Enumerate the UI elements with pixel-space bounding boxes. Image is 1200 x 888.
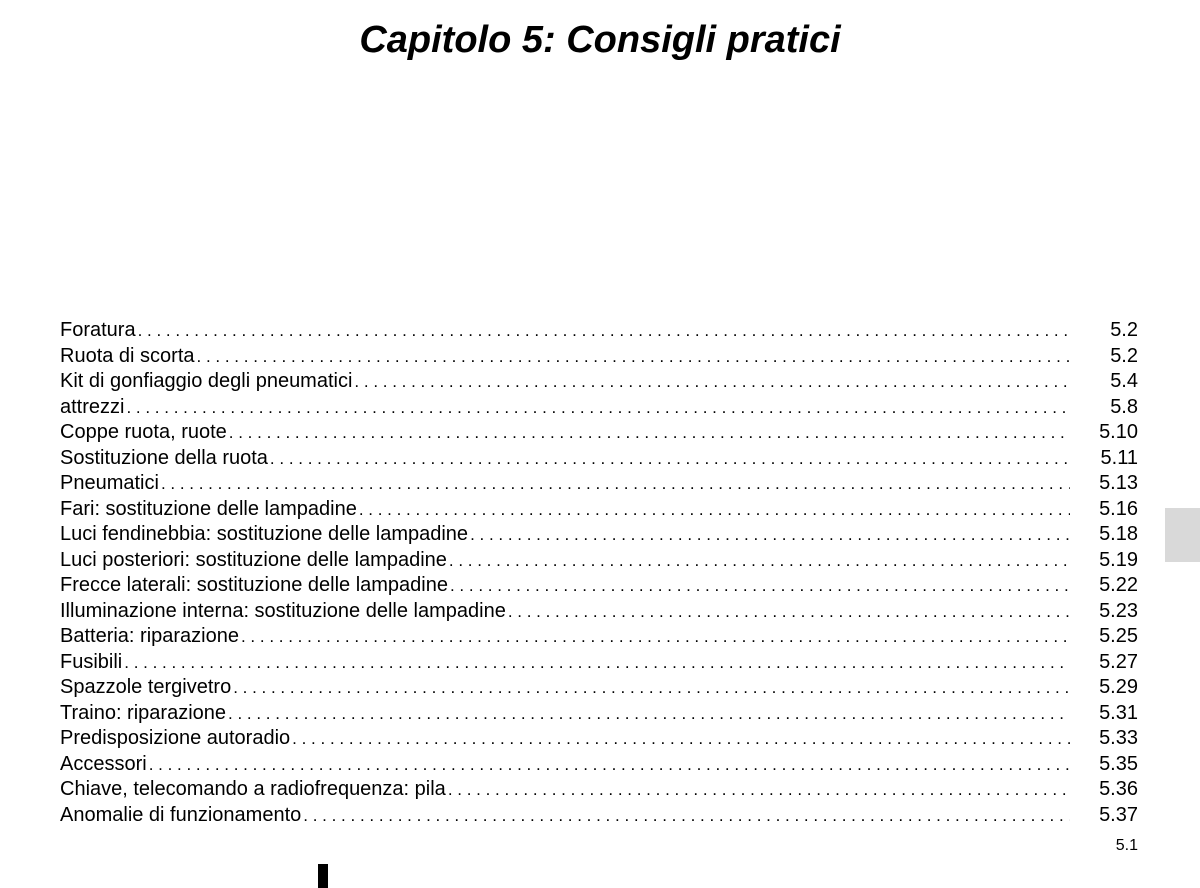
toc-entry-ruota-di-scorta[interactable] — [60, 344, 1138, 370]
dot-leader — [470, 522, 1070, 548]
toc-entry-page: 5.4 — [1110, 370, 1138, 392]
toc-entry-page: 5.2 — [1110, 344, 1138, 367]
toc-entry-label: Batteria: riparazione — [60, 625, 239, 647]
dot-leader — [149, 752, 1070, 778]
dot-leader — [448, 777, 1070, 803]
toc-entry-frecce-laterali[interactable] — [60, 573, 1138, 599]
toc-entry-page: 5.22 — [1099, 574, 1138, 596]
toc-entry-sostituzione-della-ruota[interactable] — [60, 446, 1138, 472]
toc-entry-label: Sostituzione della ruota — [60, 446, 268, 469]
chapter-side-tab — [1165, 508, 1200, 562]
dot-leader — [126, 395, 1070, 421]
toc-entry-label: Chiave, telecomando a radiofrequenza: pila — [60, 778, 446, 800]
toc-entry-label: Fusibili — [60, 650, 123, 673]
toc-entry-coppe-ruota[interactable] — [60, 420, 1138, 446]
toc-entry-page: 5.23 — [1099, 599, 1138, 622]
toc-entry-page: 5.19 — [1099, 548, 1138, 571]
toc-entry-label: Luci posteriori: sostituzione delle lampadine — [60, 548, 447, 571]
dot-leader — [197, 344, 1070, 370]
toc-entry-illuminazione-interna[interactable] — [60, 599, 1138, 625]
toc-entry-label: Ruota di scorta — [60, 344, 195, 367]
toc-entry-chiave-telecomando[interactable] — [60, 777, 1138, 803]
toc-entry-label: Foratura — [60, 319, 136, 341]
toc-entry-batteria[interactable] — [60, 624, 1138, 650]
toc-entry-label: Predisposizione autoradio — [60, 727, 291, 749]
toc-entry-page: 5.13 — [1099, 472, 1138, 494]
toc-entry-label: Accessori — [60, 752, 147, 775]
toc-entry-page: 5.29 — [1099, 676, 1138, 698]
dot-leader — [359, 497, 1070, 523]
dot-leader — [303, 803, 1070, 829]
toc-entry-page: 5.37 — [1099, 803, 1138, 826]
toc-entry-attrezzi[interactable] — [60, 395, 1138, 421]
toc-entry-page: 5.18 — [1099, 523, 1138, 545]
toc-entry-luci-fendinebbia[interactable] — [60, 522, 1138, 548]
toc-entry-label: Fari: sostituzione delle lampadine — [60, 497, 357, 520]
toc-entry-page: 5.27 — [1099, 650, 1138, 673]
dot-leader — [354, 369, 1070, 395]
toc-entry-fusibili[interactable] — [60, 650, 1138, 676]
toc-entry-label: Illuminazione interna: sostituzione delle lampadine — [60, 599, 506, 622]
toc-entry-page: 5.25 — [1099, 625, 1138, 647]
dot-leader — [270, 446, 1070, 472]
table-of-contents — [60, 318, 1138, 828]
toc-entry-predisposizione-autoradio[interactable] — [60, 726, 1138, 752]
toc-entry-page: 5.10 — [1099, 421, 1138, 443]
toc-entry-label: Luci fendinebbia: sostituzione delle lampadine — [60, 523, 469, 545]
toc-entry-pneumatici[interactable] — [60, 471, 1138, 497]
toc-entry-page: 5.35 — [1099, 752, 1138, 775]
toc-entry-label: Anomalie di funzionamento — [60, 803, 302, 826]
toc-entry-page: 5.11 — [1100, 446, 1138, 469]
toc-entry-fari[interactable] — [60, 497, 1138, 523]
chapter-title: Capitolo 5: Consigli pratici — [359, 19, 841, 61]
toc-entry-label: Frecce laterali: sostituzione delle lampadine — [60, 574, 448, 596]
dot-leader — [241, 624, 1070, 650]
toc-entry-accessori[interactable] — [60, 752, 1138, 778]
dot-leader — [449, 548, 1070, 574]
dot-leader — [124, 650, 1070, 676]
dot-leader — [450, 573, 1070, 599]
toc-entry-page: 5.33 — [1099, 727, 1138, 749]
dot-leader — [508, 599, 1070, 625]
toc-entry-label: attrezzi — [60, 395, 125, 418]
toc-entry-luci-posteriori[interactable] — [60, 548, 1138, 574]
dot-leader — [138, 318, 1070, 344]
toc-entry-kit-di-gonfiaggio[interactable] — [60, 369, 1138, 395]
toc-entry-label: Spazzole tergivetro — [60, 676, 232, 698]
toc-entry-page: 5.16 — [1099, 497, 1138, 520]
toc-entry-label: Pneumatici — [60, 472, 159, 494]
toc-entry-label: Coppe ruota, ruote — [60, 421, 227, 443]
toc-entry-page: 5.31 — [1099, 701, 1138, 724]
toc-entry-page: 5.36 — [1099, 778, 1138, 800]
toc-entry-page: 5.8 — [1110, 395, 1138, 418]
toc-entry-spazzole-tergivetro[interactable] — [60, 675, 1138, 701]
toc-entry-traino[interactable] — [60, 701, 1138, 727]
dot-leader — [229, 420, 1070, 446]
toc-entry-anomalie[interactable] — [60, 803, 1138, 829]
dot-leader — [292, 726, 1070, 752]
page-number: 5.1 — [1115, 837, 1138, 854]
toc-entry-page: 5.2 — [1110, 319, 1138, 341]
toc-entry-label: Kit di gonfiaggio degli pneumatici — [60, 370, 353, 392]
dot-leader — [228, 701, 1070, 727]
dot-leader — [233, 675, 1070, 701]
toc-entry-label: Traino: riparazione — [60, 701, 227, 724]
toc-entry-foratura[interactable] — [60, 318, 1138, 344]
crop-mark — [318, 864, 328, 888]
dot-leader — [161, 471, 1070, 497]
